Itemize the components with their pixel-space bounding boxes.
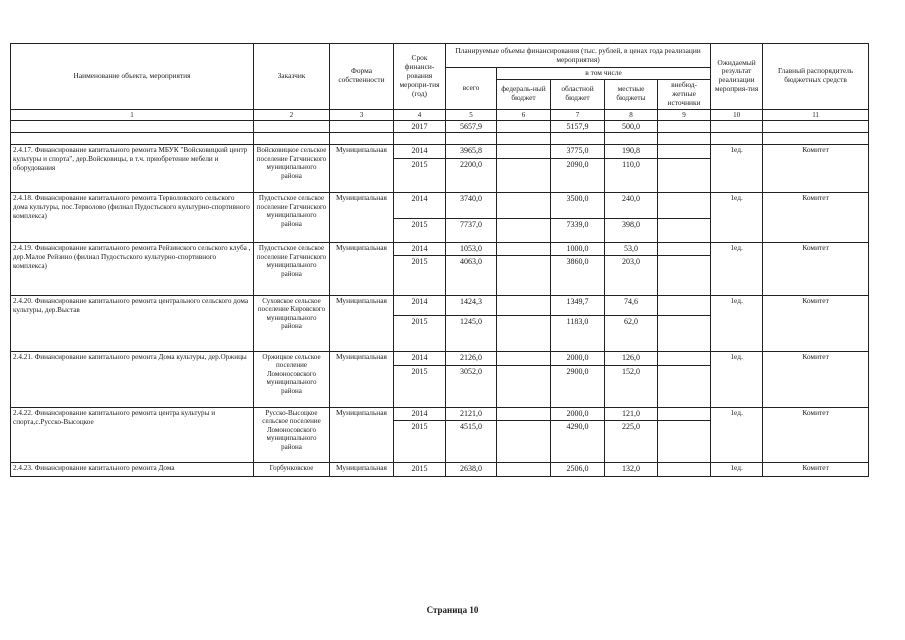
federal-cell [497,159,551,193]
manager-cell: Комитет [763,462,869,476]
result-cell: 1ед. [711,462,763,476]
year-cell: 2015 [394,316,446,352]
year-cell: 2014 [394,193,446,219]
col-customer-header: Заказчик [254,44,330,110]
col-manager-header: Главный распорядитель бюджетных средств [763,44,869,110]
manager-cell: Комитет [763,193,869,243]
customer-cell: Пудостьское сельское поселение Гатчинского муниципального района [254,193,330,243]
ownership-cell: Муниципальная [330,352,394,408]
col-regional-header: областной бюджет [551,79,605,109]
manager-cell: Комитет [763,243,869,296]
regional-cell: 3500,0 [551,193,605,219]
local-cell: 500,0 [605,120,658,133]
total-cell: 3740,0 [446,193,497,219]
col-name-header: Наименование объекта, мероприятия [11,44,254,110]
federal-cell [497,145,551,159]
col-index: 9 [658,109,711,120]
extra-cell [658,193,711,219]
col-ownership-header: Форма собственности [330,44,394,110]
local-cell: 74,6 [605,296,658,316]
regional-cell: 5157,9 [551,120,605,133]
local-cell: 225,0 [605,420,658,462]
federal-cell [497,420,551,462]
local-cell: 110,0 [605,159,658,193]
federal-cell [497,256,551,296]
ownership-cell: Муниципальная [330,296,394,352]
regional-cell: 4290,0 [551,420,605,462]
local-cell: 132,0 [605,462,658,476]
object-name: 2.4.20. Финансирование капитального ремонта центрального сельского дома культуры, дер.Выстав [11,296,254,352]
total-cell: 1424,3 [446,296,497,316]
ownership-cell: Муниципальная [330,462,394,476]
col-federal-header: федераль-ный бюджет [497,79,551,109]
table-row [11,408,869,421]
regional-cell: 2506,0 [551,462,605,476]
customer-cell: Оржицкое сельское поселение Ломоносовского муниципального района [254,352,330,408]
regional-cell: 3860,0 [551,256,605,296]
total-cell: 4515,0 [446,420,497,462]
financing-table [10,43,869,477]
federal-cell [497,296,551,316]
regional-cell: 2000,0 [551,408,605,421]
col-index: 2 [254,109,330,120]
total-cell: 5657,9 [446,120,497,133]
total-cell: 4063,0 [446,256,497,296]
result-cell: 1ед. [711,145,763,193]
regional-cell: 1183,0 [551,316,605,352]
col-result-header: Ожидаемый результат реализации мероприя-тия [711,44,763,110]
extra-cell [658,316,711,352]
col-term-header: Срок финанси-рования меропри-тия (год) [394,44,446,110]
year-cell: 2015 [394,159,446,193]
year-cell: 2014 [394,296,446,316]
manager-cell: Комитет [763,408,869,463]
object-name: 2.4.17. Финансирование капитального ремонта МБУК "Войсковицкий центр культуры и спорта", дер.Войсковицы, в т.ч. приобретение мебели и оборудования [11,145,254,193]
extra-cell [658,296,711,316]
regional-cell: 1349,7 [551,296,605,316]
year-cell: 2015 [394,462,446,476]
ownership-cell: Муниципальная [330,408,394,463]
col-incl-header: в том числе [497,68,711,80]
year-cell: 2014 [394,352,446,366]
extra-cell [658,219,711,243]
regional-cell: 7339,0 [551,219,605,243]
column-index-row [11,109,869,120]
table-row [11,462,869,476]
federal-cell [497,366,551,408]
federal-cell [497,352,551,366]
col-index: 11 [763,109,869,120]
carry-row [11,120,869,133]
extra-cell [658,243,711,256]
customer-cell: Войсковицкое сельское поселение Гатчинского муниципального района [254,145,330,193]
col-extra-header: внебюд-жетные источники [658,79,711,109]
col-index: 1 [11,109,254,120]
total-cell: 1245,0 [446,316,497,352]
result-cell: 1ед. [711,352,763,408]
extra-cell [658,420,711,462]
federal-cell [497,316,551,352]
table-row [11,352,869,366]
federal-cell [497,193,551,219]
result-cell: 1ед. [711,408,763,463]
ownership-cell: Муниципальная [330,193,394,243]
local-cell: 152,0 [605,366,658,408]
local-cell: 53,0 [605,243,658,256]
result-cell: 1ед. [711,243,763,296]
regional-cell: 2090,0 [551,159,605,193]
col-index: 7 [551,109,605,120]
total-cell: 2121,0 [446,408,497,421]
federal-cell [497,408,551,421]
local-cell: 203,0 [605,256,658,296]
col-index: 10 [711,109,763,120]
page-number: Страница 10 [426,605,479,615]
rows-body [11,145,869,462]
year-cell: 2015 [394,366,446,408]
ownership-cell: Муниципальная [330,145,394,193]
extra-cell [658,408,711,421]
total-cell: 3052,0 [446,366,497,408]
col-total-header: всего [446,68,497,110]
col-index: 5 [446,109,497,120]
result-cell: 1ед. [711,193,763,243]
total-cell: 2200,0 [446,159,497,193]
year-cell: 2015 [394,256,446,296]
regional-cell: 2900,0 [551,366,605,408]
col-index: 6 [497,109,551,120]
result-cell: 1ед. [711,296,763,352]
table-row [11,296,869,316]
col-index: 4 [394,109,446,120]
object-name: 2.4.22. Финансирование капитального ремонта центра культуры и спорта,с.Русско-Высоцкое [11,408,254,463]
extra-cell [658,256,711,296]
col-index: 8 [605,109,658,120]
local-cell: 240,0 [605,193,658,219]
regional-cell: 2000,0 [551,352,605,366]
table-row [11,145,869,159]
object-name: 2.4.18. Финансирование капитального ремонта Терволовского сельского дома культуры, пос.Терволово (филиал Пудостьского культурно-спортивного комплекса) [11,193,254,243]
total-cell: 7737,0 [446,219,497,243]
customer-cell: Суховское сельское поселение Кировского муниципального района [254,296,330,352]
regional-cell: 3775,0 [551,145,605,159]
local-cell: 126,0 [605,352,658,366]
year-cell: 2015 [394,219,446,243]
extra-cell [658,352,711,366]
manager-cell: Комитет [763,145,869,193]
federal-cell [497,243,551,256]
col-index: 3 [330,109,394,120]
customer-cell: Горбунковское [254,462,330,476]
year-cell: 2014 [394,408,446,421]
year-cell: 2014 [394,243,446,256]
col-planned-header: Планируемые объемы финансирования (тыс. рублей, в ценах года реализации мероприятия) [446,44,711,68]
object-name: 2.4.21. Финансирование капитального ремонта Дома культуры, дер.Оржицы [11,352,254,408]
local-cell: 62,0 [605,316,658,352]
customer-cell: Русско-Высоцкое сельское поселение Ломоносовского муниципального района [254,408,330,463]
regional-cell: 1000,0 [551,243,605,256]
ownership-cell: Муниципальная [330,243,394,296]
total-cell: 1053,0 [446,243,497,256]
col-local-header: местные бюджеты [605,79,658,109]
customer-cell: Пудостьское сельское поселение Гатчинского муниципального района [254,243,330,296]
object-name: 2.4.23. Финансирование капитального ремонта Дома [11,462,254,476]
local-cell: 121,0 [605,408,658,421]
table-row [11,193,869,219]
total-cell: 3965,8 [446,145,497,159]
extra-cell [658,366,711,408]
extra-cell [658,145,711,159]
object-name: 2.4.19. Финансирование капитального ремонта Рейзинского сельского клуба , дер.Малое Рейзино (филиал Пудостьского культурно-спортивного комплекса) [11,243,254,296]
total-cell: 2638,0 [446,462,497,476]
year-cell: 2015 [394,420,446,462]
total-cell: 2126,0 [446,352,497,366]
year-cell: 2017 [394,120,446,133]
federal-cell [497,219,551,243]
manager-cell: Комитет [763,352,869,408]
table-row [11,243,869,256]
year-cell: 2014 [394,145,446,159]
manager-cell: Комитет [763,296,869,352]
local-cell: 190,8 [605,145,658,159]
extra-cell [658,159,711,193]
local-cell: 398,0 [605,219,658,243]
